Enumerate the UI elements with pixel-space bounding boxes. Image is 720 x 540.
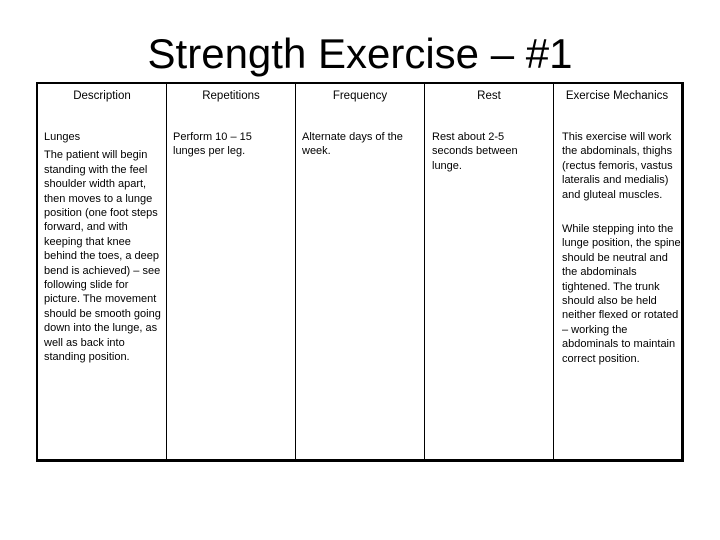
repetitions-cell: Perform 10 – 15 lunges per leg. — [173, 131, 252, 158]
mechanics-paragraph: This exercise will work the abdominals, thighs (rectus femoris, vastus lateralis and medialis) and gluteal muscles. — [562, 131, 673, 201]
header-frequency: Frequency — [332, 90, 388, 102]
mechanics-cell — [562, 130, 682, 366]
header-description: Description — [73, 90, 131, 102]
header-exercise-mechanics: Exercise Mechanics — [565, 90, 669, 102]
column-divider — [553, 84, 554, 459]
exercise-table — [36, 82, 684, 462]
column-divider — [424, 84, 425, 459]
column-divider — [166, 84, 167, 459]
description-text: The patient will begin standing with the feel shoulder width apart, then moves to a lunge position (one foot steps forward, and with keeping that knee behind the toes, a deep bend is achieved) – see following slide for picture. The movement should be smooth going down into the lunge, as well as back into standing position. — [44, 149, 161, 364]
rest-cell: Rest about 2-5 seconds between lunge. — [432, 131, 518, 172]
frequency-cell: Alternate days of the week. — [302, 131, 403, 158]
description-cell — [44, 130, 162, 365]
header-repetitions: Repetitions — [202, 90, 260, 102]
exercise-name: Lunges — [44, 131, 81, 143]
slide-title: Strength Exercise – #1 — [147, 30, 573, 77]
mechanics-paragraph: While stepping into the lunge position, the spine should be neutral and the abdominals tightened. The trunk should also be held neither flexed or rotated – working the abdominals to maintain correct position. — [562, 223, 681, 365]
header-rest: Rest — [477, 90, 501, 102]
column-divider — [295, 84, 296, 459]
